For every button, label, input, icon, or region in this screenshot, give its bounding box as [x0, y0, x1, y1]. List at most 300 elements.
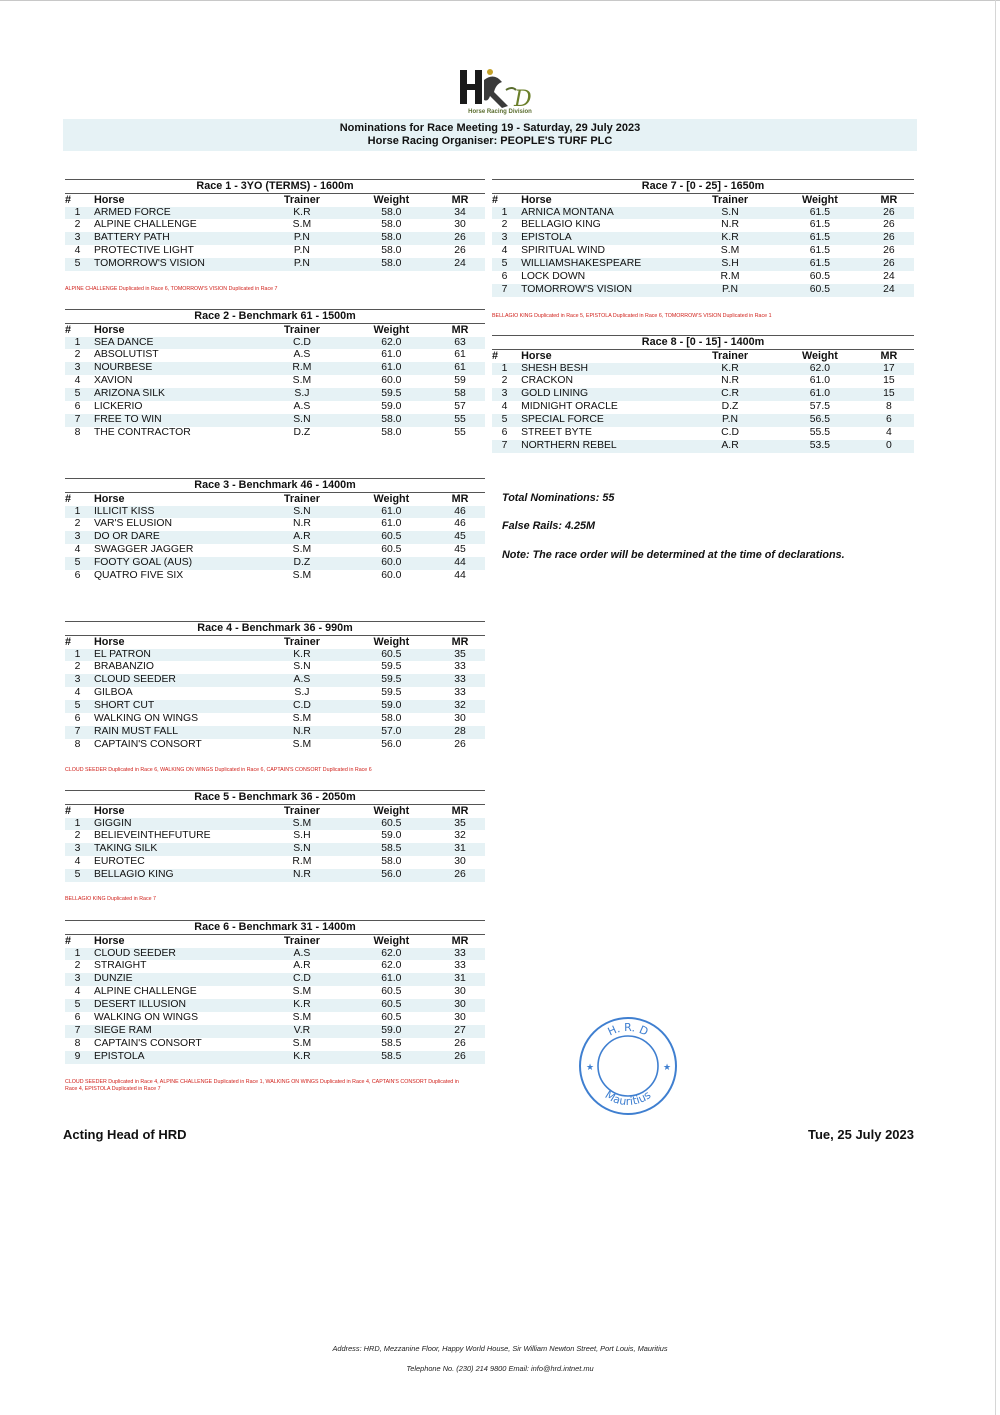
- entry-number: 3: [65, 973, 90, 986]
- trainer-code: N.R: [721, 219, 739, 231]
- entry-number: 3: [65, 531, 90, 544]
- trainer-code: P.N: [684, 414, 776, 427]
- column-header-horse: Horse: [93, 324, 125, 336]
- column-header-trainer: Trainer: [283, 636, 320, 648]
- horse-name: ALPINE CHALLENGE: [93, 219, 197, 231]
- entry-number: 8: [74, 1037, 81, 1049]
- weight: 58.5: [348, 843, 435, 856]
- race-title: Race 5 - Benchmark 36 - 2050m: [65, 790, 485, 805]
- entry-number: 6: [74, 570, 81, 582]
- table-row: [65, 687, 485, 700]
- table-row: [492, 388, 914, 401]
- horse-name: BATTERY PATH: [90, 232, 256, 245]
- trainer-code: S.M: [292, 713, 312, 725]
- entry-number: 4: [74, 544, 81, 556]
- column-header-mr: MR: [451, 324, 469, 336]
- trainer-code: S.M: [256, 818, 348, 831]
- trainer-code: V.R: [256, 1025, 348, 1038]
- entry-number: 8: [74, 426, 81, 438]
- merit-rating: 27: [435, 1025, 485, 1038]
- merit-rating: 45: [435, 531, 485, 544]
- table-row: [65, 258, 485, 271]
- entry-number: 5: [492, 258, 517, 271]
- horse-name: SIEGE RAM: [90, 1025, 256, 1038]
- document-date: Tue, 25 July 2023: [808, 1127, 914, 1142]
- horse-name: QUATRO FIVE SIX: [93, 570, 184, 582]
- merit-rating: 34: [435, 207, 485, 220]
- table-row: [65, 1025, 485, 1038]
- svg-text:★: ★: [586, 1063, 595, 1073]
- entry-number: 6: [501, 427, 508, 439]
- weight: 61.0: [809, 375, 831, 387]
- table-row: [492, 440, 914, 453]
- merit-rating: 24: [435, 258, 485, 271]
- table-row: [492, 284, 914, 297]
- column-header-num: #: [65, 636, 72, 648]
- column-header-horse: Horse: [93, 636, 125, 648]
- column-header-weight: Weight: [802, 350, 838, 362]
- merit-rating: 26: [883, 219, 895, 231]
- horse-name: SHESH BESH: [517, 363, 684, 376]
- table-row: [492, 245, 914, 258]
- weight: 58.0: [348, 414, 435, 427]
- table-row: [65, 869, 485, 882]
- table-row: [65, 232, 485, 245]
- column-header-num: #: [65, 324, 72, 336]
- weight: 60.5: [348, 818, 435, 831]
- weight: 62.0: [348, 948, 435, 961]
- weight: 58.0: [348, 207, 435, 220]
- entry-number: 5: [65, 557, 90, 570]
- footer-address: Address: HRD, Mezzanine Floor, Happy World House, Sir William Newton Street, Port Louis, Mauritius: [332, 1344, 668, 1353]
- merit-rating: 55: [454, 426, 466, 438]
- weight: 58.0: [381, 856, 402, 868]
- weight: 55.5: [809, 427, 831, 439]
- weight: 58.0: [381, 219, 402, 231]
- column-header-trainer: Trainer: [283, 805, 320, 817]
- trainer-code: C.D: [721, 427, 739, 439]
- table-row: [65, 739, 485, 752]
- table-row: [65, 700, 485, 713]
- table-row: [65, 506, 485, 519]
- weight: 61.5: [776, 258, 864, 271]
- weight: 59.0: [348, 1025, 435, 1038]
- horse-name: SPECIAL FORCE: [517, 414, 684, 427]
- column-header-num: #: [65, 194, 72, 206]
- column-header-trainer: Trainer: [283, 194, 320, 206]
- entry-number: 4: [501, 245, 508, 257]
- horse-name: VAR'S ELUSION: [93, 518, 172, 530]
- merit-rating: 4: [886, 427, 892, 439]
- table-row: [65, 1051, 485, 1064]
- horse-name: SPIRITUAL WIND: [521, 245, 605, 257]
- trainer-code: N.R: [292, 518, 311, 530]
- horse-name: DO OR DARE: [90, 531, 256, 544]
- table-row: [65, 518, 485, 531]
- acting-head-label: Acting Head of HRD: [63, 1127, 187, 1142]
- trainer-code: S.M: [292, 738, 312, 750]
- trainer-code: S.M: [292, 219, 312, 231]
- column-header-trainer: Trainer: [712, 350, 749, 362]
- trainer-code: R.M: [256, 362, 348, 375]
- race-title: Race 7 - [0 - 25] - 1650m: [492, 179, 914, 194]
- race-5-table: [65, 790, 485, 882]
- merit-rating: 26: [454, 1037, 466, 1049]
- table-row: [65, 557, 485, 570]
- column-header-trainer: Trainer: [712, 194, 749, 206]
- entry-number: 7: [492, 440, 517, 453]
- nominations-table: [65, 493, 485, 583]
- horse-name: SEA DANCE: [90, 337, 256, 350]
- trainer-code: R.M: [720, 271, 740, 283]
- trainer-code: S.J: [256, 388, 348, 401]
- nominations-table: [65, 636, 485, 752]
- weight: 61.0: [381, 349, 402, 361]
- weight: 58.5: [348, 1051, 435, 1064]
- merit-rating: 32: [454, 830, 466, 842]
- horse-name: EPISTOLA: [517, 232, 684, 245]
- column-header-mr: MR: [451, 805, 469, 817]
- svg-text:D: D: [514, 87, 532, 112]
- merit-rating: 26: [883, 245, 895, 257]
- table-row: [65, 674, 485, 687]
- table-row: [492, 219, 914, 232]
- horse-name: PROTECTIVE LIGHT: [93, 245, 194, 257]
- horse-name: EL PATRON: [90, 649, 256, 662]
- entry-number: 5: [65, 388, 90, 401]
- horse-name: WALKING ON WINGS: [93, 713, 199, 725]
- table-row: [65, 986, 485, 999]
- weight: 61.0: [381, 518, 402, 530]
- table-row: [65, 349, 485, 362]
- entry-number: 1: [65, 649, 90, 662]
- table-row: [65, 570, 485, 583]
- column-header-num: #: [65, 493, 72, 505]
- race-8-table: [492, 335, 914, 453]
- horse-name: GOLD LINING: [517, 388, 684, 401]
- column-header-horse: Horse: [93, 493, 125, 505]
- trainer-code: S.M: [292, 1012, 312, 1024]
- table-row: [492, 414, 914, 427]
- trainer-code: D.Z: [293, 426, 311, 438]
- column-header-horse: Horse: [93, 805, 125, 817]
- entry-number: 1: [492, 363, 517, 376]
- horse-name: GIGGIN: [90, 818, 256, 831]
- entry-number: 7: [65, 414, 90, 427]
- trainer-code: S.N: [256, 414, 348, 427]
- table-row: [65, 856, 485, 869]
- table-row: [65, 1012, 485, 1025]
- table-row: [65, 649, 485, 662]
- weight: 59.0: [381, 830, 402, 842]
- merit-rating: 30: [454, 1012, 466, 1024]
- trainer-code: A.R: [684, 440, 776, 453]
- table-row: [65, 401, 485, 414]
- horse-name: ILLICIT KISS: [90, 506, 256, 519]
- horse-name: ALPINE CHALLENGE: [93, 986, 197, 998]
- entry-number: 2: [74, 830, 81, 842]
- race-order-note: Note: The race order will be determined at the time of declarations.: [502, 549, 845, 561]
- table-row: [65, 375, 485, 388]
- trainer-code: S.N: [684, 207, 776, 220]
- horse-name: ABSOLUTIST: [93, 349, 159, 361]
- column-header-mr: MR: [880, 350, 898, 362]
- nominations-table: [492, 350, 914, 453]
- entry-number: 1: [65, 948, 90, 961]
- entry-number: 2: [74, 518, 81, 530]
- horse-name: LOCK DOWN: [521, 271, 586, 283]
- weight: 62.0: [348, 337, 435, 350]
- horse-name: WILLIAMSHAKESPEARE: [517, 258, 684, 271]
- horse-name: STRAIGHT: [93, 960, 147, 972]
- entry-number: 2: [74, 960, 81, 972]
- race-4-duplicate-note: CLOUD SEEDER Duplicated in Race 6, WALKING ON WINGS Duplicated in Race 6, CAPTAIN'S CONSORT Duplicated in Race 6: [65, 767, 372, 773]
- nominations-table: [65, 935, 485, 1064]
- column-header-num: #: [65, 805, 72, 817]
- horse-name: EPISTOLA: [90, 1051, 256, 1064]
- weight: 59.5: [381, 661, 402, 673]
- horse-name: CLOUD SEEDER: [90, 674, 256, 687]
- horse-name: MIDNIGHT ORACLE: [521, 401, 618, 413]
- table-row: [65, 713, 485, 726]
- race-title: Race 2 - Benchmark 61 - 1500m: [65, 309, 485, 324]
- entry-number: 3: [492, 232, 517, 245]
- weight: 56.0: [348, 869, 435, 882]
- entry-number: 3: [492, 388, 517, 401]
- trainer-code: A.S: [293, 401, 311, 413]
- merit-rating: 63: [435, 337, 485, 350]
- column-header-weight: Weight: [373, 636, 410, 648]
- column-header-num: #: [492, 350, 499, 362]
- race-title: Race 1 - 3YO (TERMS) - 1600m: [65, 179, 485, 194]
- merit-rating: 58: [435, 388, 485, 401]
- weight: 61.0: [348, 362, 435, 375]
- entry-number: 1: [65, 207, 90, 220]
- column-header-mr: MR: [880, 194, 898, 206]
- column-header-weight: Weight: [802, 194, 838, 206]
- weight: 60.5: [776, 284, 864, 297]
- entry-number: 1: [492, 207, 517, 220]
- entry-number: 5: [65, 999, 90, 1012]
- trainer-code: A.S: [256, 948, 348, 961]
- merit-rating: 30: [454, 713, 466, 725]
- merit-rating: 24: [864, 284, 914, 297]
- merit-rating: 61: [454, 349, 466, 361]
- table-row: [65, 207, 485, 220]
- svg-text:Mauritius: Mauritius: [602, 1088, 654, 1109]
- nominations-table: [65, 324, 485, 440]
- trainer-code: P.N: [293, 245, 310, 257]
- horse-name: CAPTAIN'S CONSORT: [93, 1037, 202, 1049]
- nominations-table: [492, 194, 914, 297]
- entry-number: 2: [501, 375, 508, 387]
- footer-contact: Telephone No. (230) 214 9800 Email: info@hrd.intnet.mu: [406, 1364, 594, 1373]
- column-header-weight: Weight: [373, 935, 410, 947]
- weight: 59.0: [348, 700, 435, 713]
- race-6-table: [65, 920, 485, 1064]
- merit-rating: 59: [454, 375, 466, 387]
- table-row: [65, 960, 485, 973]
- trainer-code: C.D: [256, 700, 348, 713]
- merit-rating: 26: [454, 738, 466, 750]
- entry-number: 9: [65, 1051, 90, 1064]
- trainer-code: S.M: [720, 245, 740, 257]
- weight: 61.0: [348, 973, 435, 986]
- entry-number: 5: [65, 700, 90, 713]
- merit-rating: 35: [435, 818, 485, 831]
- race-7-duplicate-note: BELLAGIO KING Duplicated in Race 5, EPISTOLA Duplicated in Race 6, TOMORROW'S VISION Duplicated in Race 1: [492, 313, 772, 319]
- column-header-weight: Weight: [373, 324, 410, 336]
- page-right-border: [995, 0, 996, 1415]
- horse-name: TOMORROW'S VISION: [90, 258, 256, 271]
- trainer-code: S.N: [256, 843, 348, 856]
- weight: 59.0: [381, 401, 402, 413]
- weight: 61.0: [776, 388, 864, 401]
- merit-rating: 45: [454, 544, 466, 556]
- nominations-table: [65, 805, 485, 882]
- weight: 61.5: [809, 245, 831, 257]
- logo-caption: Horse Racing Division: [468, 109, 532, 115]
- table-row: [492, 401, 914, 414]
- entry-number: 4: [501, 401, 508, 413]
- merit-rating: 35: [435, 649, 485, 662]
- nominations-table: [65, 194, 485, 271]
- table-row: [65, 843, 485, 856]
- weight: 60.5: [381, 544, 402, 556]
- weight: 60.5: [381, 986, 402, 998]
- horse-name: CRACKON: [521, 375, 574, 387]
- false-rails: False Rails: 4.25M: [502, 520, 596, 532]
- race-1-table: [65, 179, 485, 271]
- entry-number: 3: [65, 362, 90, 375]
- entry-number: 7: [492, 284, 517, 297]
- race-2-table: [65, 309, 485, 440]
- entry-number: 6: [74, 1012, 81, 1024]
- entry-number: 5: [492, 414, 517, 427]
- trainer-code: A.R: [293, 960, 311, 972]
- entry-number: 3: [65, 232, 90, 245]
- column-header-mr: MR: [451, 194, 469, 206]
- trainer-code: A.R: [256, 531, 348, 544]
- column-header-mr: MR: [451, 493, 469, 505]
- entry-number: 6: [501, 271, 508, 283]
- trainer-code: C.D: [256, 337, 348, 350]
- merit-rating: 46: [454, 518, 466, 530]
- horse-name: DUNZIE: [90, 973, 256, 986]
- weight: 58.0: [348, 258, 435, 271]
- weight: 60.5: [348, 649, 435, 662]
- entry-number: 1: [65, 506, 90, 519]
- weight: 57.5: [809, 401, 831, 413]
- table-row: [492, 375, 914, 388]
- column-header-trainer: Trainer: [283, 935, 320, 947]
- weight: 61.0: [348, 506, 435, 519]
- table-row: [65, 726, 485, 739]
- trainer-code: S.J: [294, 687, 310, 699]
- weight: 61.5: [776, 232, 864, 245]
- horse-name: DESERT ILLUSION: [90, 999, 256, 1012]
- trainer-code: S.M: [292, 1037, 312, 1049]
- race-title: Race 3 - Benchmark 46 - 1400m: [65, 478, 485, 493]
- entry-number: 2: [74, 661, 81, 673]
- meeting-title: Nominations for Race Meeting 19 - Saturday, 29 July 2023: [339, 122, 641, 134]
- column-header-horse: Horse: [93, 935, 125, 947]
- trainer-code: C.R: [684, 388, 776, 401]
- weight: 58.0: [348, 232, 435, 245]
- table-row: [65, 544, 485, 557]
- organiser-line: Horse Racing Organiser: PEOPLE'S TURF PLC: [367, 135, 613, 147]
- trainer-code: N.R: [256, 869, 348, 882]
- merit-rating: 6: [864, 414, 914, 427]
- table-row: [65, 973, 485, 986]
- merit-rating: 26: [435, 1051, 485, 1064]
- weight: 60.5: [348, 531, 435, 544]
- page-top-border: [0, 0, 1000, 1]
- trainer-code: P.N: [256, 258, 348, 271]
- merit-rating: 33: [454, 661, 466, 673]
- trainer-code: S.M: [292, 570, 312, 582]
- race-title: Race 6 - Benchmark 31 - 1400m: [65, 920, 485, 935]
- horse-name: SHORT CUT: [90, 700, 256, 713]
- weight: 60.5: [809, 271, 831, 283]
- trainer-code: P.N: [256, 232, 348, 245]
- entry-number: 5: [65, 258, 90, 271]
- table-row: [492, 258, 914, 271]
- merit-rating: 28: [435, 726, 485, 739]
- race-5-duplicate-note: BELLAGIO KING Duplicated in Race 7: [65, 896, 156, 902]
- entry-number: 1: [65, 818, 90, 831]
- horse-name: XAVION: [93, 375, 133, 387]
- column-header-num: #: [65, 935, 72, 947]
- weight: 58.0: [381, 713, 402, 725]
- trainer-code: N.R: [721, 375, 739, 387]
- merit-rating: 46: [435, 506, 485, 519]
- trainer-code: K.R: [256, 649, 348, 662]
- horse-name: WALKING ON WINGS: [93, 1012, 199, 1024]
- horse-name: FREE TO WIN: [90, 414, 256, 427]
- entry-number: 5: [65, 869, 90, 882]
- weight: 58.0: [381, 426, 402, 438]
- trainer-code: A.S: [256, 674, 348, 687]
- column-header-weight: Weight: [373, 493, 410, 505]
- entry-number: 1: [65, 337, 90, 350]
- weight: 60.5: [381, 1012, 402, 1024]
- weight: 60.0: [348, 557, 435, 570]
- trainer-code: S.M: [292, 544, 312, 556]
- trainer-code: P.N: [684, 284, 776, 297]
- race-4-table: [65, 621, 485, 752]
- entry-number: 3: [65, 674, 90, 687]
- merit-rating: 31: [435, 843, 485, 856]
- horse-name: GILBOA: [93, 687, 133, 699]
- column-header-num: #: [492, 194, 499, 206]
- column-header-horse: Horse: [521, 350, 552, 362]
- weight: 59.5: [348, 674, 435, 687]
- trainer-code: N.R: [256, 726, 348, 739]
- table-row: [65, 337, 485, 350]
- race-title: Race 4 - Benchmark 36 - 990m: [65, 621, 485, 636]
- merit-rating: 26: [454, 245, 466, 257]
- merit-rating: 0: [864, 440, 914, 453]
- horse-name: EUROTEC: [93, 856, 145, 868]
- merit-rating: 32: [435, 700, 485, 713]
- table-row: [65, 245, 485, 258]
- horse-name: BELLAGIO KING: [90, 869, 256, 882]
- merit-rating: 26: [864, 232, 914, 245]
- table-row: [65, 219, 485, 232]
- merit-rating: 30: [454, 219, 466, 231]
- weight: 60.0: [381, 570, 402, 582]
